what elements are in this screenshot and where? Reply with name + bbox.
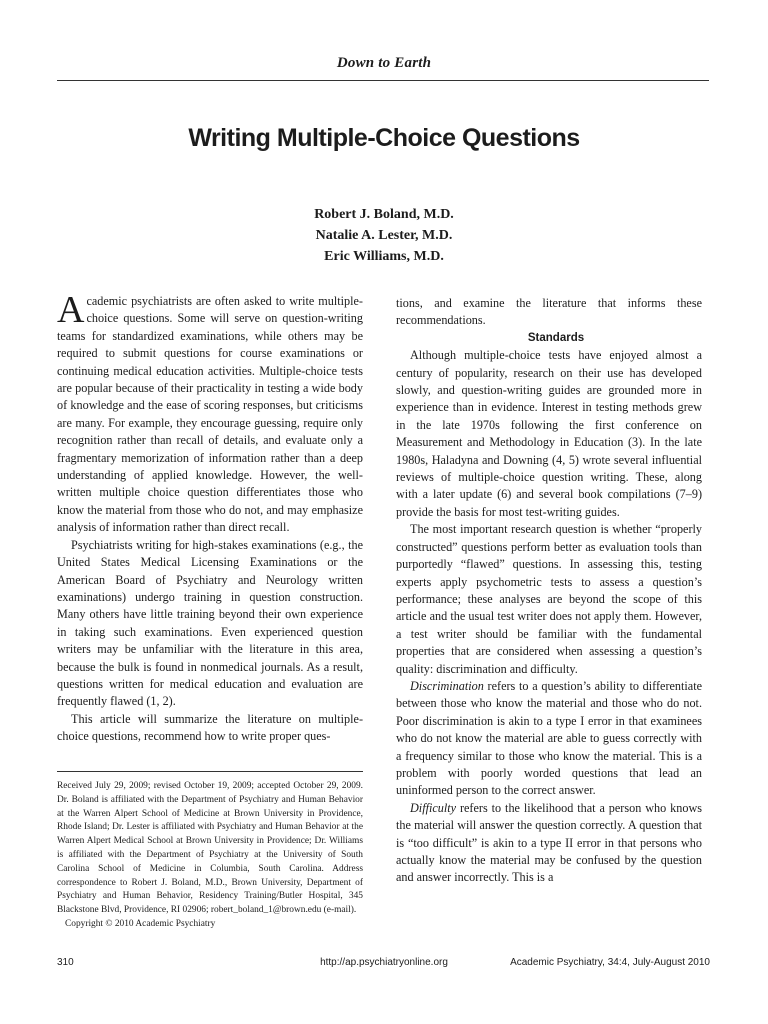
article-footnote bbox=[57, 780, 363, 932]
body-paragraph bbox=[57, 289, 363, 537]
body-paragraph bbox=[396, 800, 702, 887]
article-title: Writing Multiple-Choice Questions bbox=[188, 124, 580, 152]
paragraph-text: refers to a question’s ability to differentiate between those who know the material and those who do not. Poor discrimination is akin to a type I error in that examinees who do not know the material are able to guess correctly with a frequency similar to those who know the material. This is a problem with poorly worded questions that lead an uninformed person to the correct answer. bbox=[396, 678, 702, 798]
journal-citation: Academic Psychiatry, 34:4, July-August 2010 bbox=[510, 957, 710, 968]
section-heading: Standards bbox=[527, 331, 585, 344]
footnote-text: Received July 29, 2009; revised October 19, 2009; accepted October 29, 2009. Dr. Boland is affiliated with the Department of Psychiatry and Human Behavior at the Warren Alpert School of Medicine at Brown University in Providence, Rhode Island; Dr. Lester is affiliated with Psychiatry and Human Behavior at the Warren Alpert Medical School at Brown University in Providence; Dr. Williams is affiliated with the Department of Psychiatry at the University of South Carolina School of Medicine in Columbia, South Carolina. Address correspondence to Robert J. Boland, M.D., Brown University, Department of Psychiatry and Human Behavior, Residency Training/Butler Hospital, 345 Blackstone Blvd, Providence, RI 02906; robert_boland_1@brown.edu (e-mail). bbox=[57, 781, 363, 916]
copyright-notice: Copyright © 2010 Academic Psychiatry bbox=[65, 918, 216, 929]
paragraph-text: cademic psychiatrists are often asked to write multiple-choice questions. Some will serve on question-writing teams for standardized examinations, while others may be required to submit questions for course examinations or continuing medical education activities. Multiple-choice tests are popular because of their practicality in testing a wide body of knowledge and the ease of scoring responses, but criticisms are many. For example, they encourage guessing, require only recognition rather than recall of details, and evaluate only a fragmentary memorization of information rather than a deep understanding of applied knowledge. However, the well-written multiple choice question differentiates those who know the material from those who do not, and may emphasize analysis of information rather than direct recall. bbox=[57, 294, 363, 535]
author-name: Eric Williams, M.D. bbox=[324, 249, 444, 264]
body-paragraph: This article will summarize the literature on multiple-choice questions, recommend how to write proper ques- bbox=[57, 711, 363, 744]
defined-term: Difficulty bbox=[410, 800, 457, 815]
body-paragraph: The most important research question is whether “properly constructed” questions perform better as evaluation tools than purportedly “flawed” questions. In assessing this, testing experts apply psychometric tests to assess a question’s performance; these analyses are beyond the scope of this article and the usual test writer does not apply them. However, a test writer should be familiar with the fundamental properties that are considered when assessing a question’s quality: discrimination and difficulty. bbox=[396, 522, 702, 676]
section-label: Down to Earth bbox=[336, 55, 432, 71]
left-column bbox=[57, 289, 363, 746]
author-list bbox=[0, 204, 768, 267]
body-paragraph: Although multiple-choice tests have enjoyed almost a century of popularity, research on their use has developed slowly, and question-writing guides are grounded more in experience than in evidence. Interest in testing methods grew in the late 1970s following the first conference on Measurement and Methodology in Education (3). In the late 1980s, Haladyna and Downing (4, 5) wrote several influential reviews of multiple-choice question writing. These, along with a later update (6) and several book compilations (7–9) provide the basis for most test-writing guides. bbox=[396, 348, 702, 519]
drop-cap: A bbox=[57, 289, 85, 331]
body-paragraph: Psychiatrists writing for high-stakes examinations (e.g., the United States Medical Licensing Examinations or the American Board of Psychiatry and Neurology written examinations) undergo training in question construction. Many others have little training beyond their own experience in taking such examinations. Even experienced question writers may be unfamiliar with the literature in this area, because the bulk is found in nonmedical journals. As a result, questions written for medical education and evaluation are frequently flawed (1, 2). bbox=[57, 537, 363, 709]
journal-url: http://ap.psychiatryonline.org bbox=[320, 957, 448, 968]
body-paragraph bbox=[396, 678, 702, 800]
defined-term: Discrimination bbox=[410, 678, 484, 693]
section-rule bbox=[57, 80, 709, 81]
right-column bbox=[396, 295, 702, 887]
author-name: Robert J. Boland, M.D. bbox=[314, 207, 454, 222]
body-paragraph: tions, and examine the literature that informs these recommendations. bbox=[396, 296, 702, 328]
footnote-rule bbox=[57, 771, 363, 772]
page-number: 310 bbox=[57, 957, 74, 968]
author-name: Natalie A. Lester, M.D. bbox=[315, 228, 453, 243]
paragraph-text: refers to the likelihood that a person who knows the material will answer the question correctly. A question that is “too difficult” is akin to a type II error in that persons who actually know the material may be confused by the question and answer incorrectly. This is a bbox=[396, 800, 702, 885]
